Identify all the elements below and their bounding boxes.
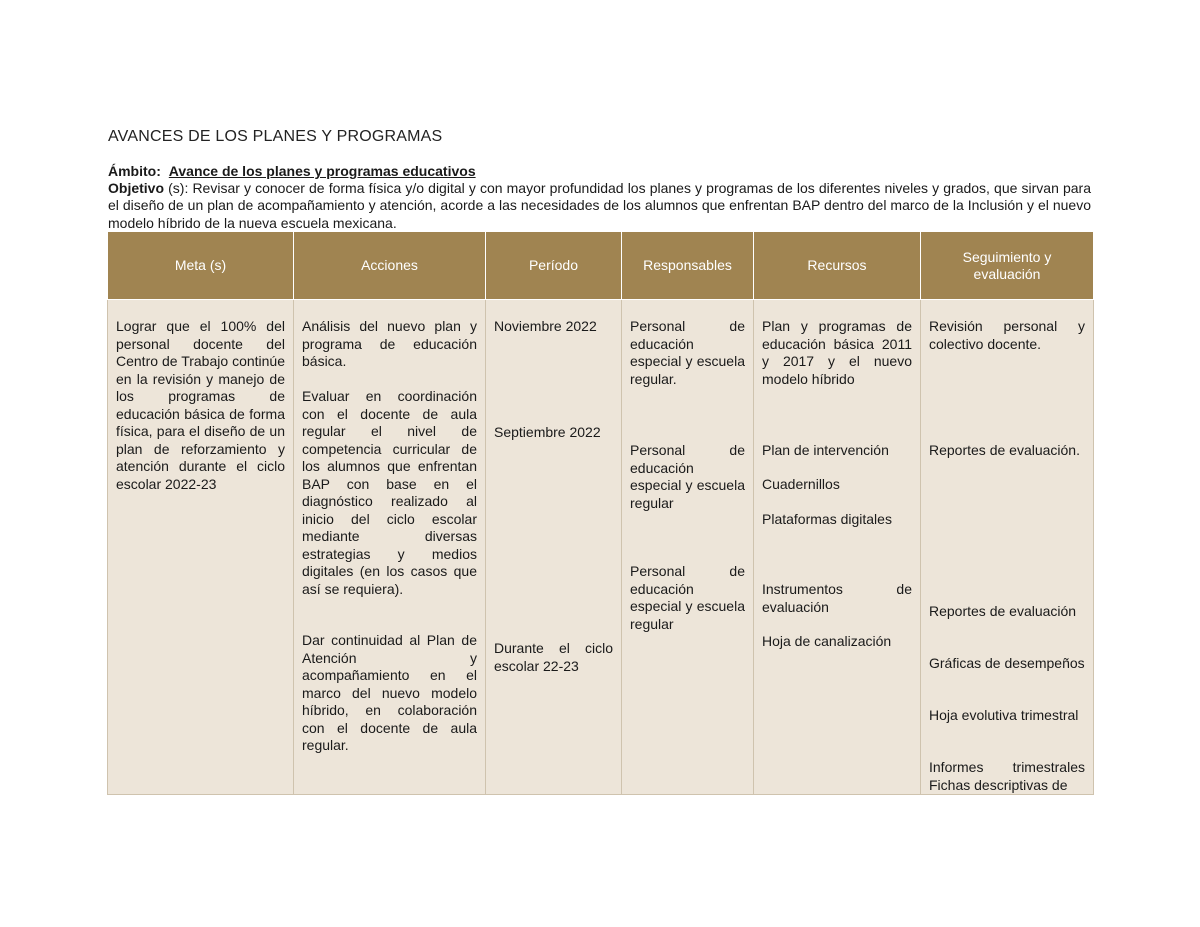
seguimiento-item: Hoja evolutiva trimestral: [929, 707, 1079, 723]
header-periodo: Período: [486, 232, 622, 300]
cell-recursos: [754, 300, 921, 795]
recurso-item: Instrumentos de evaluación: [762, 581, 912, 615]
plan-table: [107, 231, 1094, 795]
meta-text: Lograr que el 100% del personal docente del Centro de Trabajo continúe en la revisión y manejo de los programas de educación básica de forma física, para el diseño de un plan de reforzamiento y atención durante el ciclo escolar 2022-23: [116, 318, 285, 492]
recurso-item: Hoja de canalización: [762, 633, 892, 649]
recurso-item: Plan y programas de educación básica 2011 y 2017 y el nuevo modelo híbrido: [762, 318, 912, 387]
header-seguimiento: Seguimiento y evaluación: [921, 232, 1094, 300]
cell-responsables: [622, 300, 754, 795]
accion-item: Dar continuidad al Plan de Atención y acompañamiento en el marco del nuevo modelo híbrido, en colaboración con el docente de aula regular.: [302, 632, 477, 753]
cell-seguimiento: [921, 300, 1094, 795]
header-acciones: Acciones: [294, 232, 486, 300]
seguimiento-item: Gráficas de desempeños: [929, 655, 1085, 671]
accion-item: Evaluar en coordinación con el docente de aula regular el nivel de competencia curricular de los alumnos que enfrentan BAP con base en el diagnóstico realizado al inicio del ciclo escolar mediante diversas estrategias y medios digitales (en los casos que así se requiera).: [302, 388, 477, 597]
objetivo-paragraph: [108, 180, 1091, 232]
header-responsables: Responsables: [622, 232, 754, 300]
seguimiento-item: Reportes de evaluación.: [929, 442, 1080, 458]
cell-acciones: [294, 300, 486, 795]
recurso-item: Cuadernillos: [762, 476, 840, 492]
responsable-item: Personal de educación especial y escuela regular: [630, 442, 745, 511]
recurso-item: Plataformas digitales: [762, 511, 892, 527]
periodo-item: Septiembre 2022: [494, 424, 601, 440]
seguimiento-item: Informes trimestrales Fichas descriptivas de: [929, 759, 1085, 793]
objetivo-text: (s): Revisar y conocer de forma física y/o digital y con mayor profundidad los planes y programas de los diferentes niveles y grados, que sirvan para el diseño de un plan de acompañamiento y atención, acorde a las necesidades de los alumnos que enfrentan BAP dentro del marco de la Inclusión y el nuevo modelo híbrido de la nueva escuela mexicana.: [108, 180, 1091, 231]
periodo-item: Durante el ciclo escolar 22-23: [494, 640, 613, 674]
ambito-value: Avance de los planes y programas educativos: [168, 163, 476, 179]
objetivo-label: Objetivo: [108, 180, 165, 196]
responsable-item: Personal de educación especial y escuela regular: [630, 563, 745, 632]
ambito-label: Ámbito:: [108, 163, 161, 179]
cell-meta: [108, 300, 294, 795]
header-recursos: Recursos: [754, 232, 921, 300]
responsable-item: Personal de educación especial y escuela regular.: [630, 318, 745, 387]
seguimiento-item: Reportes de evaluación: [929, 603, 1077, 619]
page-title: AVANCES DE LOS PLANES Y PROGRAMAS: [108, 128, 443, 145]
header-meta: Meta (s): [108, 232, 294, 300]
cell-periodo: [486, 300, 622, 795]
periodo-item: Noviembre 2022: [494, 318, 597, 334]
seguimiento-item: Revisión personal y colectivo docente.: [929, 318, 1085, 352]
accion-item: Análisis del nuevo plan y programa de educación básica.: [302, 318, 477, 369]
table-row: [108, 300, 1094, 795]
table-header-row: [108, 232, 1094, 300]
recurso-item: Plan de intervención: [762, 442, 889, 458]
ambito-line: [108, 163, 476, 179]
